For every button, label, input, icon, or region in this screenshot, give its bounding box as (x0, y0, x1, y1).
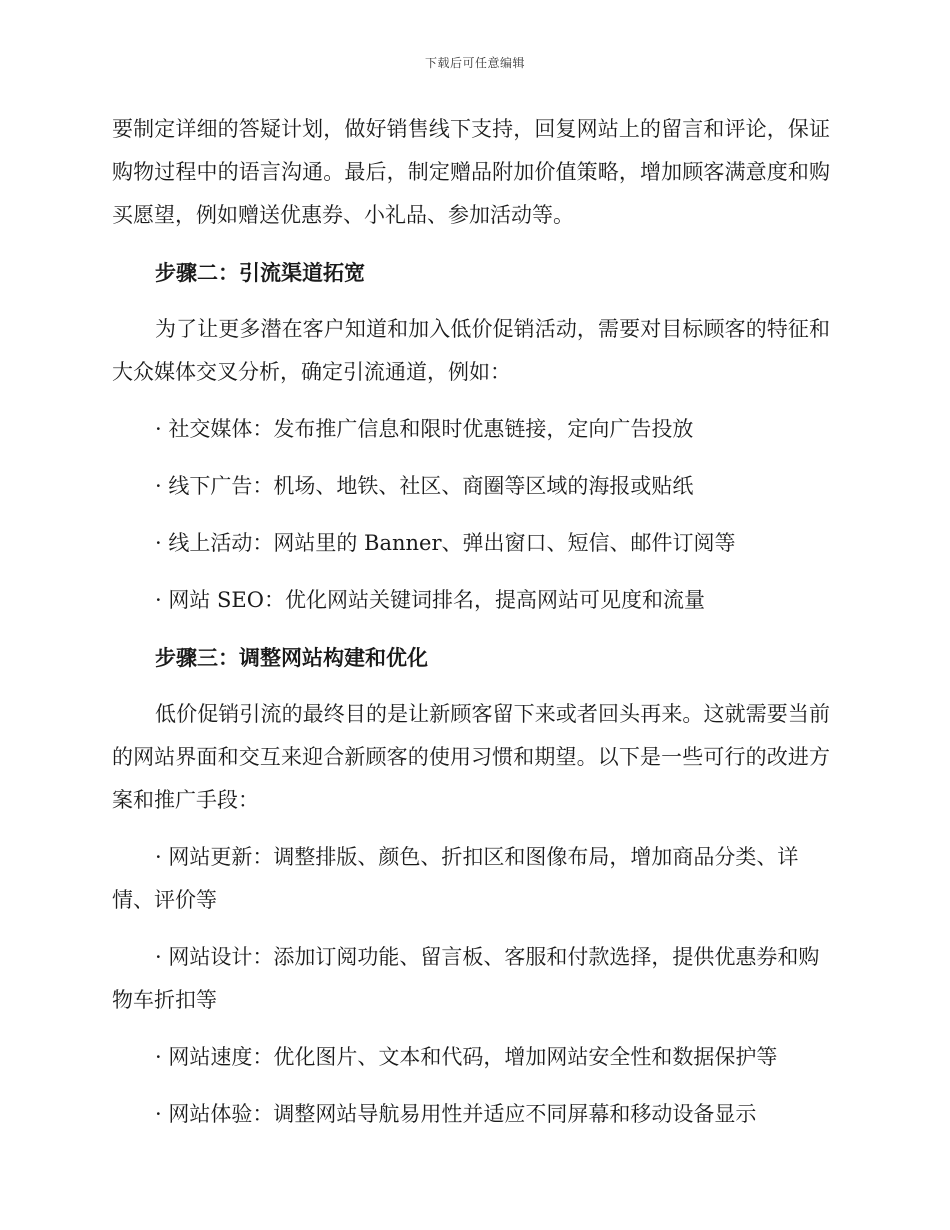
section-heading-step-two: 步骤二：引流渠道拓宽 (155, 260, 365, 285)
list-item-seo: · 网站 SEO：优化网站关键词排名，提高网站可见度和流量 (155, 588, 705, 612)
list-item-website-design: · 网站设计：添加订阅功能、留言板、客服和付款选择，提供优惠券和购物车折扣等 (112, 945, 820, 1012)
list-item-online-activities: · 线上活动：网站里的 Banner、弹出窗口、短信、邮件订阅等 (155, 531, 736, 555)
document-body (112, 108, 830, 1150)
section-heading-step-three: 步骤三：调整网站构建和优化 (155, 645, 428, 670)
list-item-social-media: · 社交媒体：发布推广信息和限时优惠链接，定向广告投放 (155, 417, 694, 441)
paragraph-channels: 为了让更多潜在客户知道和加入低价促销活动，需要对目标顾客的特征和大众媒体交叉分析，确定引流通道，例如： (112, 317, 830, 384)
list-item-website-experience: · 网站体验：调整网站导航易用性并适应不同屏幕和移动设备显示 (155, 1102, 757, 1126)
page-header: 下载后可任意编辑 (424, 56, 525, 70)
paragraph-website-optimization: 低价促销引流的最终目的是让新顾客留下来或者回头再来。这就需要当前的网站界面和交互来迎合新顾客的使用习惯和期望。以下是一些可行的改进方案和推广手段： (112, 702, 830, 812)
list-item-website-update: · 网站更新：调整排版、颜色、折扣区和图像布局，增加商品分类、详情、评价等 (112, 845, 799, 912)
list-item-offline-ads: · 线下广告：机场、地铁、社区、商圈等区域的海报或贴纸 (155, 474, 694, 498)
paragraph-intro: 要制定详细的答疑计划，做好销售线下支持，回复网站上的留言和评论，保证购物过程中的语言沟通。最后，制定赠品附加价值策略，增加顾客满意度和购买愿望，例如赠送优惠券、小礼品、参加活动等。 (112, 117, 830, 227)
list-item-website-speed: · 网站速度：优化图片、文本和代码，增加网站安全性和数据保护等 (155, 1045, 778, 1069)
